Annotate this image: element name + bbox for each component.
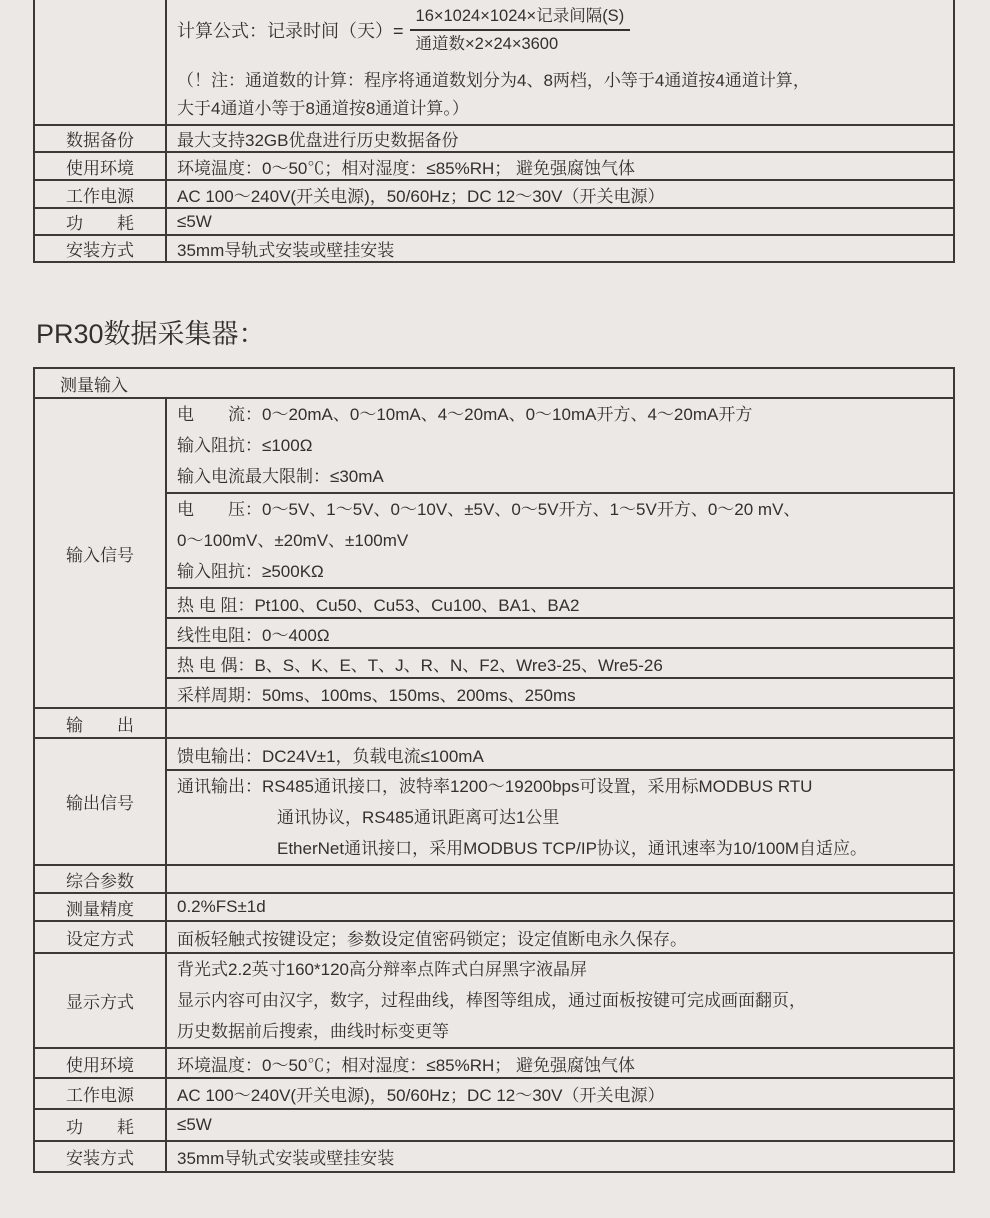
spec-line-comm-2: 通讯协议，RS485通讯距离可达1公里 bbox=[277, 808, 560, 827]
spec-line-current: 电 流：0～20mA、0～10mA、4～20mA、0～10mA开方、4～20mA开方 bbox=[177, 405, 753, 424]
row-label-mounting: 安装方式 bbox=[34, 235, 166, 262]
row-value-mounting: 35mm导轨式安装或壁挂安装 bbox=[166, 1141, 954, 1172]
row-label-accuracy: 测量精度 bbox=[34, 893, 166, 921]
spec-line-comm-3: EtherNet通讯接口，采用MODBUS TCP/IP协议，通讯速率为10/100M自适应。 bbox=[277, 839, 868, 858]
row-value-environment: 环境温度：0～50℃；相对湿度：≤85%RH； 避免强腐蚀气体 bbox=[166, 152, 954, 180]
formula-row-label-empty bbox=[34, 0, 166, 125]
row-value-power-supply: AC 100～240V(开关电源)，50/60Hz；DC 12～30V（开关电源） bbox=[166, 180, 954, 208]
spec-line-display-1: 背光式2.2英寸160*120高分辩率点阵式白屏黑字液晶屏 bbox=[177, 960, 587, 979]
input-signal-sampling-cell: 采样周期：50ms、100ms、150ms、200ms、250ms bbox=[166, 678, 954, 708]
input-signal-thermocouple-cell: 热 电 偶：B、S、K、E、T、J、R、N、F2、Wre3-25、Wre5-26 bbox=[166, 648, 954, 678]
row-value-setting-method: 面板轻触式按键设定；参数设定值密码锁定；设定值断电永久保存。 bbox=[166, 921, 954, 953]
row-value-display-method bbox=[166, 953, 954, 1048]
spec-line-voltage-2: 0～100mV、±20mV、±100mV bbox=[177, 531, 409, 550]
section-header-measure-input: 测量输入 bbox=[34, 368, 954, 398]
spec-line-comm-1: 通讯输出：RS485通讯接口，波特率1200～19200bps可设置，采用标MODBUS RTU bbox=[177, 777, 813, 796]
fraction-denominator: 通道数×2×24×3600 bbox=[415, 35, 559, 53]
row-label-environment: 使用环境 bbox=[34, 152, 166, 180]
spec-table-top bbox=[33, 0, 955, 263]
section-label-general-params: 综合参数 bbox=[34, 865, 166, 893]
formula-cell bbox=[166, 0, 954, 125]
formula-prefix: 计算公式：记录时间（天）= bbox=[177, 21, 404, 41]
output-signal-comm-cell bbox=[166, 770, 954, 865]
row-label-display-method: 显示方式 bbox=[34, 953, 166, 1048]
input-signal-linear-resistance-cell: 线性电阻：0～400Ω bbox=[166, 618, 954, 648]
spec-line-voltage-1: 电 压：0～5V、1～5V、0～10V、±5V、0～5V开方、1～5V开方、0～20 mV、 bbox=[177, 500, 801, 519]
input-signal-current-cell bbox=[166, 398, 954, 493]
note-line-2: 大于4通道小等于8通道按8通道计算。） bbox=[177, 99, 469, 118]
page-title-pr30: PR30数据采集器： bbox=[36, 319, 266, 349]
spec-line-display-3: 历史数据前后搜索，曲线时标变更等 bbox=[177, 1022, 449, 1041]
spec-line-input-impedance: 输入阻抗：≤100Ω bbox=[177, 436, 313, 455]
row-label-setting-method: 设定方式 bbox=[34, 921, 166, 953]
row-value-environment: 环境温度：0～50℃；相对湿度：≤85%RH； 避免强腐蚀气体 bbox=[166, 1048, 954, 1078]
row-label-power-supply: 工作电源 bbox=[34, 1078, 166, 1109]
row-value-data-backup: 最大支持32GB优盘进行历史数据备份 bbox=[166, 125, 954, 152]
input-signal-rtd-cell: 热 电 阻：Pt100、Cu50、Cu53、Cu100、BA1、BA2 bbox=[166, 588, 954, 618]
row-label-power-consumption: 功 耗 bbox=[34, 208, 166, 235]
output-empty-cell bbox=[166, 708, 954, 738]
note-line-1: （！注：通道数的计算：程序将通道数划分为4、8两档，小等于4通道按4通道计算， bbox=[177, 71, 810, 90]
row-label-power-supply: 工作电源 bbox=[34, 180, 166, 208]
general-params-empty-cell bbox=[166, 865, 954, 893]
formula-fraction bbox=[410, 6, 631, 54]
row-value-mounting: 35mm导轨式安装或壁挂安装 bbox=[166, 235, 954, 262]
row-value-power-supply: AC 100～240V(开关电源)，50/60Hz；DC 12～30V（开关电源） bbox=[166, 1078, 954, 1109]
channel-note bbox=[177, 67, 945, 123]
spec-line-max-current: 输入电流最大限制：≤30mA bbox=[177, 467, 384, 486]
row-label-mounting: 安装方式 bbox=[34, 1141, 166, 1172]
spec-table-pr30 bbox=[33, 367, 955, 1173]
row-label-input-signal: 输入信号 bbox=[34, 398, 166, 708]
row-label-data-backup: 数据备份 bbox=[34, 125, 166, 152]
row-label-power-consumption: 功 耗 bbox=[34, 1109, 166, 1141]
row-value-power-consumption: ≤5W bbox=[166, 1109, 954, 1141]
spec-line-voltage-impedance: 输入阻抗：≥500KΩ bbox=[177, 562, 324, 581]
section-label-output: 输 出 bbox=[34, 708, 166, 738]
output-signal-feed-cell: 馈电输出：DC24V±1，负载电流≤100mA bbox=[166, 738, 954, 770]
row-label-environment: 使用环境 bbox=[34, 1048, 166, 1078]
row-label-output-signal: 输出信号 bbox=[34, 738, 166, 865]
fraction-numerator: 16×1024×1024×记录间隔(S) bbox=[410, 6, 631, 31]
spec-line-display-2: 显示内容可由汉字，数字，过程曲线，棒图等组成，通过面板按键可完成画面翻页， bbox=[177, 991, 806, 1010]
row-value-power-consumption: ≤5W bbox=[166, 208, 954, 235]
record-time-formula bbox=[177, 6, 945, 54]
input-signal-voltage-cell bbox=[166, 493, 954, 588]
row-value-accuracy: 0.2%FS±1d bbox=[166, 893, 954, 921]
